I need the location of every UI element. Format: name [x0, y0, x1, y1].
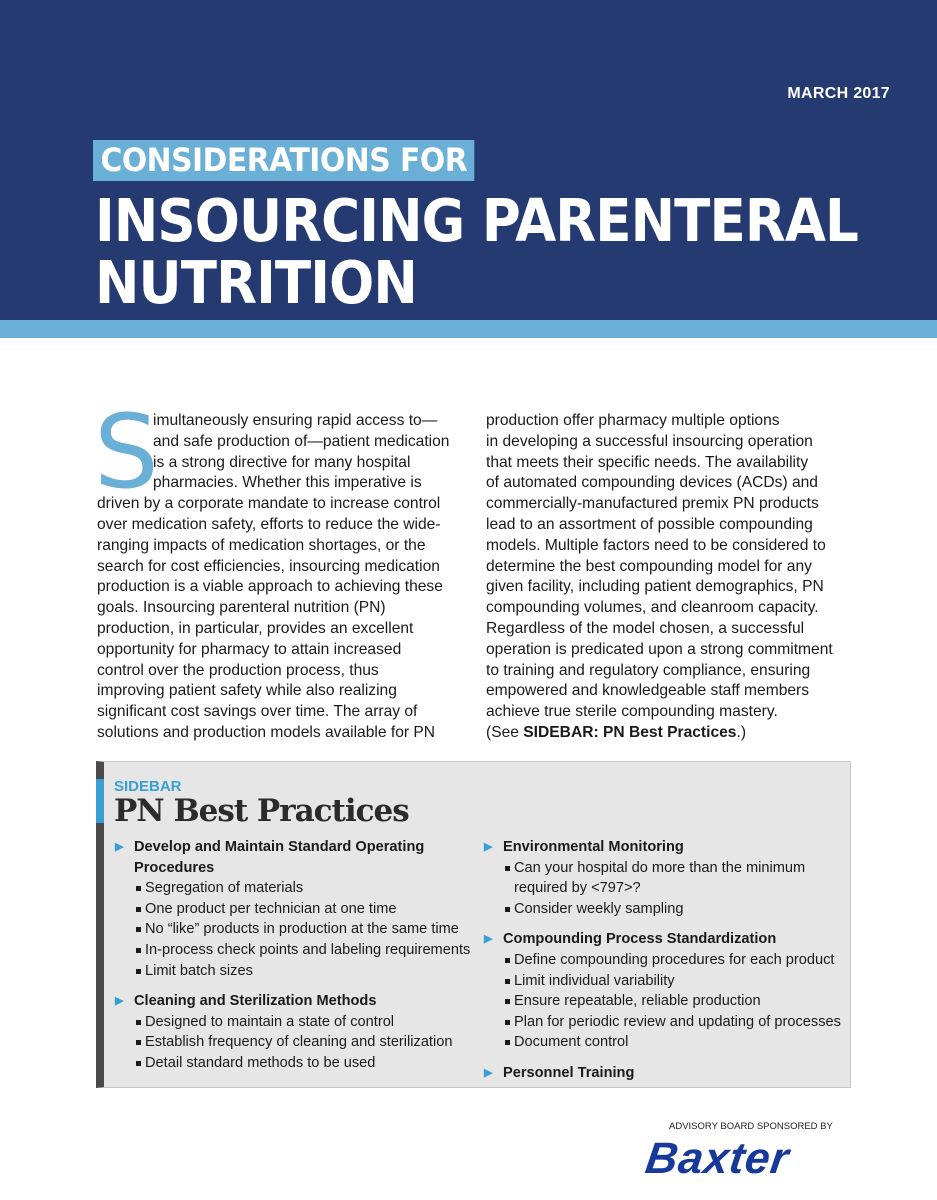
text-line: goals. Insourcing parenteral nutrition (PN) [97, 599, 386, 617]
practice-item [484, 878, 841, 899]
text-line: operation is predicated upon a strong commitment [486, 640, 833, 658]
title-line: NUTRITION [95, 248, 417, 317]
text-line: of automated compounding devices (ACDs) and [486, 474, 818, 492]
sidebar-column-right [484, 837, 841, 1094]
text-line: improving patient safety while also realizing [97, 682, 397, 700]
body-column-right [486, 411, 833, 744]
group-heading: ▶ Personnel Training [484, 1063, 841, 1084]
practice-item [484, 950, 841, 971]
text-line: driven by a corporate mandate to increase control [97, 495, 441, 513]
item-text: Designed to maintain a state of control [145, 1013, 395, 1030]
item-text: Detail standard methods to be used [145, 1054, 376, 1071]
sidebar-box [96, 761, 851, 1088]
see-sidebar-line [486, 723, 833, 744]
sidebar-accent [96, 779, 104, 823]
item-text: Define compounding procedures for each product [514, 951, 835, 968]
item-text: Can your hospital do more than the minimum [514, 859, 806, 876]
bullet-icon [505, 958, 510, 963]
see-sidebar-ref: SIDEBAR: PN Best Practices [523, 723, 737, 741]
bullet-icon [505, 866, 510, 871]
item-text: Segregation of materials [145, 880, 304, 897]
see-prefix: (See [486, 723, 524, 741]
practice-item [115, 919, 470, 940]
practice-item [484, 1012, 841, 1033]
triangle-bullet-icon: ▶ [484, 841, 493, 853]
item-text: Ensure repeatable, reliable production [514, 993, 761, 1010]
practice-group [484, 837, 841, 919]
sidebar-label: SIDEBAR [114, 778, 182, 795]
practice-group [484, 1063, 841, 1084]
text-line: opportunity for pharmacy to attain increased [97, 640, 402, 658]
bullet-icon [136, 886, 141, 891]
text-line: significant cost savings over time. The array of [97, 703, 418, 721]
item-text: Document control [514, 1034, 629, 1051]
text-line: empowered and knowledgeable staff members [486, 682, 810, 700]
issue-date: MARCH 2017 [787, 85, 890, 102]
text-line: and safe production of—patient medication [153, 432, 450, 450]
bullet-icon [505, 1020, 510, 1025]
body-column-left [97, 411, 449, 744]
sidebar-title: PN Best Practices [114, 793, 409, 829]
practice-group [484, 929, 841, 1053]
text-line: to training and regulatory compliance, ensuring [486, 661, 811, 679]
text-line: imultaneously ensuring rapid access to— [153, 412, 438, 429]
title-line: INSOURCING PARENTERAL [95, 186, 858, 255]
text-line: control over the production process, thus [97, 661, 379, 679]
group-heading: Procedures [134, 859, 215, 876]
bullet-icon [505, 907, 510, 912]
bullet-icon [136, 907, 141, 912]
practice-group [115, 837, 470, 981]
item-text: required by <797>? [514, 880, 641, 897]
group-heading: ▶ Cleaning and Sterilization Methods [115, 991, 470, 1012]
title-kicker: CONSIDERATIONS FOR [93, 140, 475, 181]
text-line: production is a viable approach to achieving these [97, 578, 443, 596]
bullet-icon [136, 948, 141, 953]
bullet-icon [505, 979, 510, 984]
text-line: production, in particular, provides an excellent [97, 619, 414, 637]
text-line: Regardless of the model chosen, a successful [486, 619, 805, 637]
text-line: given facility, including patient demographics, PN [486, 578, 824, 596]
text-line: over medication safety, efforts to reduce the wide- [97, 515, 441, 533]
item-text: Limit individual variability [514, 972, 675, 989]
item-text: Consider weekly sampling [514, 900, 684, 917]
text-line: solutions and production models available for PN [97, 723, 436, 741]
text-line: models. Multiple factors need to be considered to [486, 536, 826, 554]
practice-item [115, 899, 470, 920]
text-line: pharmacies. Whether this imperative is [153, 474, 422, 492]
text-line: commercially-manufactured premix PN products [486, 495, 819, 513]
practice-item [115, 878, 470, 899]
practice-item [484, 991, 841, 1012]
see-suffix: .) [736, 723, 747, 741]
item-text: No “like” products in production at the same time [145, 921, 459, 938]
text-line: search for cost efficiencies, insourcing medication [97, 557, 440, 575]
triangle-bullet-icon: ▶ [115, 841, 124, 853]
practice-item [484, 899, 841, 920]
practice-item [115, 940, 470, 961]
text-line: production offer pharmacy multiple options [486, 412, 780, 429]
bullet-icon [136, 969, 141, 974]
triangle-bullet-icon: ▶ [115, 995, 124, 1008]
page-title [95, 186, 858, 317]
practice-item [115, 1032, 470, 1053]
header-stripe [0, 320, 937, 338]
bullet-icon [505, 1040, 510, 1045]
item-text: Plan for periodic review and updating of processes [514, 1013, 841, 1030]
practice-group [115, 991, 470, 1073]
text-line: lead to an assortment of possible compounding [486, 515, 813, 533]
group-heading: ▶ Environmental Monitoring [484, 837, 841, 858]
item-text: One product per technician at one time [145, 900, 397, 917]
sidebar-column-left [115, 837, 470, 1084]
group-heading: ▶ Compounding Process Standardization [484, 929, 841, 950]
text-line: ranging impacts of medication shortages, or the [97, 536, 426, 554]
sponsor-label: ADVISORY BOARD SPONSORED BY [669, 1121, 833, 1132]
item-text: Establish frequency of cleaning and sterilization [145, 1034, 453, 1051]
drop-cap: S [94, 393, 159, 512]
practice-item [484, 858, 841, 879]
text-line: in developing a successful insourcing operation [486, 432, 813, 450]
bullet-icon [136, 1020, 141, 1025]
text-line: determine the best compounding model for any [486, 557, 812, 575]
practice-item [115, 1053, 470, 1074]
triangle-bullet-icon: ▶ [484, 1066, 493, 1079]
text-line: compounding volumes, and cleanroom capacity. [486, 599, 819, 617]
text-line: achieve true sterile compounding mastery. [486, 703, 778, 721]
practice-item [115, 1012, 470, 1033]
bullet-icon [136, 927, 141, 932]
group-heading: ▶ Develop and Maintain Standard Operating [115, 837, 470, 858]
bullet-icon [136, 1040, 141, 1045]
bullet-icon [505, 999, 510, 1004]
practice-item [484, 971, 841, 992]
text-line: is a strong directive for many hospital [153, 453, 411, 471]
item-text: Limit batch sizes [145, 962, 253, 979]
bullet-icon [136, 1061, 141, 1066]
practice-item [115, 961, 470, 982]
baxter-logo: Baxter [642, 1134, 793, 1183]
practice-item [484, 1032, 841, 1053]
text-line: that meets their specific needs. The availability [486, 453, 809, 471]
triangle-bullet-icon: ▶ [484, 933, 493, 946]
item-text: In-process check points and labeling requirements [145, 941, 471, 958]
